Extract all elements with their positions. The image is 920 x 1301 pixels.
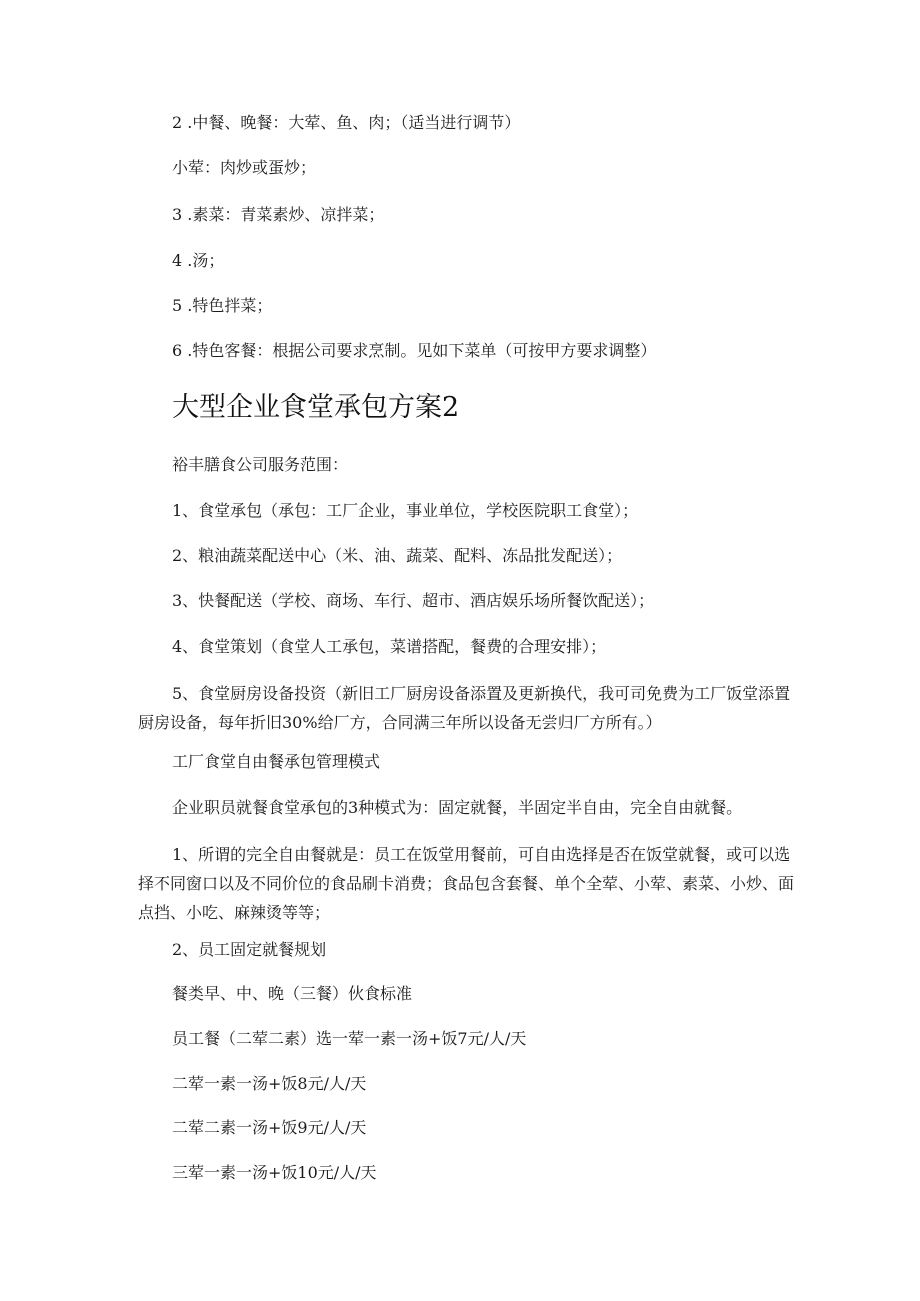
menu-line-6: 6 .特色客餐：根据公司要求烹制。见如下菜单（可按甲方要求调整）: [172, 341, 657, 360]
mode-intro: 企业职员就餐食堂承包的3种模式为：固定就餐，半固定半自由，完全自由就餐。: [172, 798, 743, 817]
service-intro: 裕丰膳食公司服务范围：: [172, 455, 349, 474]
price-line-4: 三荤一素一汤+饭10元/人/天: [172, 1163, 377, 1182]
price-line-1: 员工餐（二荤二素）选一荤一素一汤+饭7元/人/天: [172, 1029, 527, 1048]
menu-line-4: 4 .汤；: [172, 251, 225, 270]
standard-title: 餐类早、中、晚（三餐）伙食标准: [172, 984, 413, 1003]
mode-item-1: 1、所谓的完全自由餐就是：员工在饭堂用餐前，可自由选择是否在饭堂就餐，或可以选择不同窗口以及不同价位的食品刷卡消费；食品包含套餐、单个全荤、小荤、素菜、小炒、面点挡、小吃、麻辣烫等等；: [138, 845, 795, 922]
service-item-3: 3、快餐配送（学校、商场、车行、超市、酒店娱乐场所餐饮配送）；: [172, 591, 655, 610]
mode-title: 工厂食堂自由餐承包管理模式: [172, 752, 381, 771]
section-heading: 大型企业食堂承包方案2: [172, 392, 460, 423]
menu-line-5: 5 .特色拌菜；: [172, 296, 273, 315]
service-item-5: 5、食堂厨房设备投资（新旧工厂厨房设备添置及更新换代，我可司免费为工厂饭堂添置厨房设备，每年折旧30%给厂方，合同满三年所以设备无尝归厂方所有。）: [138, 684, 791, 732]
mode-item-2: 2、员工固定就餐规划: [172, 940, 327, 959]
price-line-3: 二荤二素一汤+饭9元/人/天: [172, 1118, 367, 1137]
menu-line-3: 3 .素菜：青菜素炒、凉拌菜；: [172, 205, 385, 224]
menu-line-2: 2 .中餐、晚餐：大荤、鱼、肉；（适当进行调节）: [172, 113, 521, 132]
service-item-2: 2、粮油蔬菜配送中心（米、油、蔬菜、配料、冻品批发配送）；: [172, 546, 623, 565]
price-line-2: 二荤一素一汤+饭8元/人/天: [172, 1074, 367, 1093]
service-item-4: 4、食堂策划（食堂人工承包，菜谱搭配，餐费的合理安排）；: [172, 637, 607, 656]
menu-line-small-meat: 小荤：肉炒或蛋炒；: [172, 158, 317, 177]
service-item-1: 1、食堂承包（承包：工厂企业，事业单位，学校医院职工食堂）；: [172, 501, 639, 520]
